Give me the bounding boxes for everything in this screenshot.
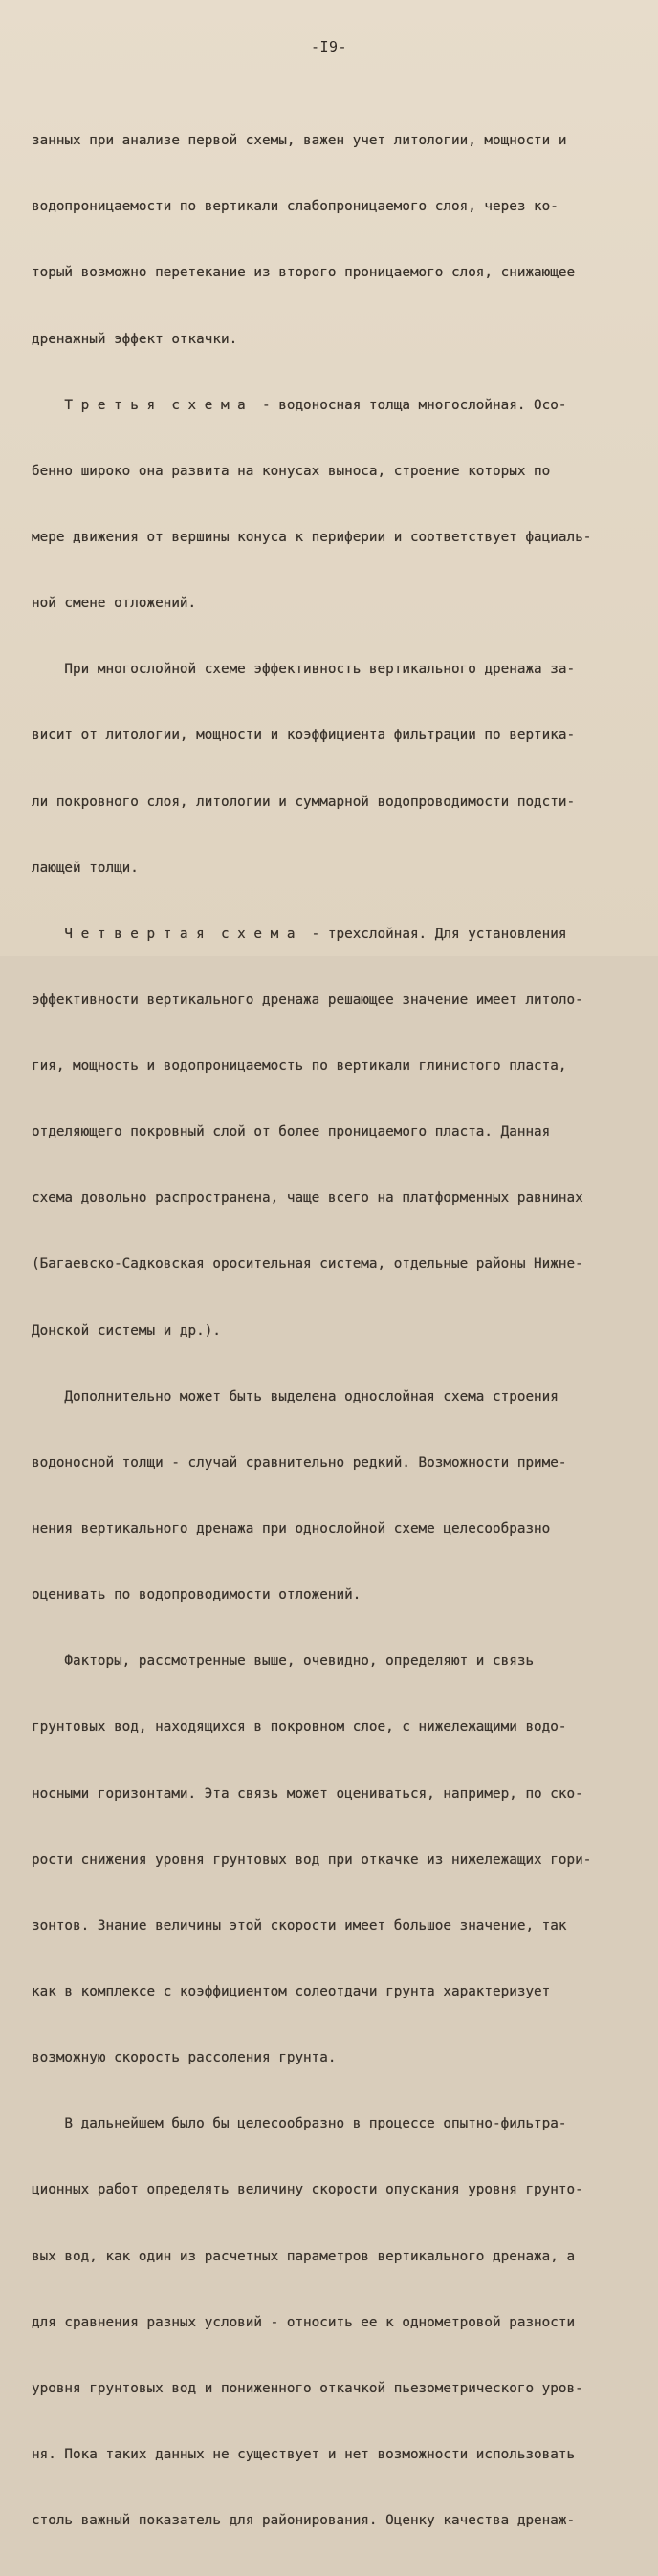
text-line: (Багаевско-Садковская оросительная система, отдельные районы Нижне-	[32, 1256, 583, 1273]
text-line: вых вод, как один из расчетных параметров вертикального дренажа, а	[32, 2248, 576, 2264]
text-line: лающей толщи.	[32, 860, 139, 876]
text-line: уровня грунтовых вод и пониженного откачкой пьезометрического уров-	[32, 2380, 583, 2396]
text-line: носными горизонтами. Эта связь может оцениваться, например, по ско-	[32, 1785, 583, 1801]
text-line: Донской системы и др.).	[32, 1322, 221, 1339]
text-line: отделяющего покровный слой от более проницаемого пласта. Данная	[32, 1124, 551, 1141]
text-line: Факторы, рассмотренные выше, очевидно, определяют и связь	[32, 1653, 535, 1670]
text-line: ной смене отложений.	[32, 596, 197, 612]
text-line: ня. Пока таких данных не существует и нет возможности использовать	[32, 2447, 576, 2463]
body-text	[32, 86, 634, 2576]
text-line: водоносной толщи - случай сравнительно редкий. Возможности приме-	[32, 1454, 567, 1471]
text-line: зонтов. Знание величины этой скорости имеет большое значение, так	[32, 1917, 567, 1933]
text-line: как в комплексе с коэффициентом солеотдачи грунта характеризует	[32, 1984, 551, 2000]
text-line: гия, мощность и водопроницаемость по вертикали глинистого пласта,	[32, 1059, 567, 1075]
text-line: эффективности вертикального дренажа решающее значение имеет литоло-	[32, 992, 583, 1008]
text-line: водопроницаемости по вертикали слабопроницаемого слоя, через ко-	[32, 199, 559, 215]
text-line: ли покровного слоя, литологии и суммарной водопроводимости подсти-	[32, 794, 576, 810]
text-line: рости снижения уровня грунтовых вод при откачке из нижележащих гори-	[32, 1851, 592, 1867]
text-line: грунтовых вод, находящихся в покровном слое, с нижележащими водо-	[32, 1719, 567, 1736]
text-line: Дополнительно может быть выделена однослойная схема строения	[32, 1388, 559, 1405]
text-line: занных при анализе первой схемы, важен учет литологии, мощности и	[32, 133, 567, 149]
text-line: для сравнения разных условий - относить ее к однометровой разности	[32, 2314, 576, 2330]
text-line: висит от литологии, мощности и коэффициента фильтрации по вертика-	[32, 728, 576, 744]
text-line: При многослойной схеме эффективность вертикального дренажа за-	[32, 662, 576, 678]
text-line: Ч е т в е р т а я с х е м а - трехслойная. Для установления	[32, 926, 567, 942]
text-line: торый возможно перетекание из второго проницаемого слоя, снижающее	[32, 265, 576, 281]
text-line: оценивать по водопроводимости отложений.	[32, 1587, 362, 1604]
text-line: схема довольно распространена, чаще всего на платформенных равнинах	[32, 1190, 583, 1207]
text-line: возможную скорость рассоления грунта.	[32, 2050, 337, 2066]
text-line: нения вертикального дренажа при однослойной схеме целесообразно	[32, 1521, 551, 1538]
text-line: Т р е т ь я с х е м а - водоносная толща многослойная. Осо-	[32, 397, 567, 413]
text-line: бенно широко она развита на конусах выноса, строение которых по	[32, 463, 551, 479]
text-line: В дальнейшем было бы целесообразно в процессе опытно-фильтра-	[32, 2116, 567, 2132]
page-number: -I9-	[310, 38, 348, 55]
text-line: ционных работ определять величину скорости опускания уровня грунто-	[32, 2182, 583, 2198]
text-line: дренажный эффект откачки.	[32, 331, 238, 347]
text-line: столь важный показатель для районирования. Оценку качества дренаж-	[32, 2513, 576, 2529]
text-line: мере движения от вершины конуса к периферии и соответствует фациаль-	[32, 529, 592, 545]
